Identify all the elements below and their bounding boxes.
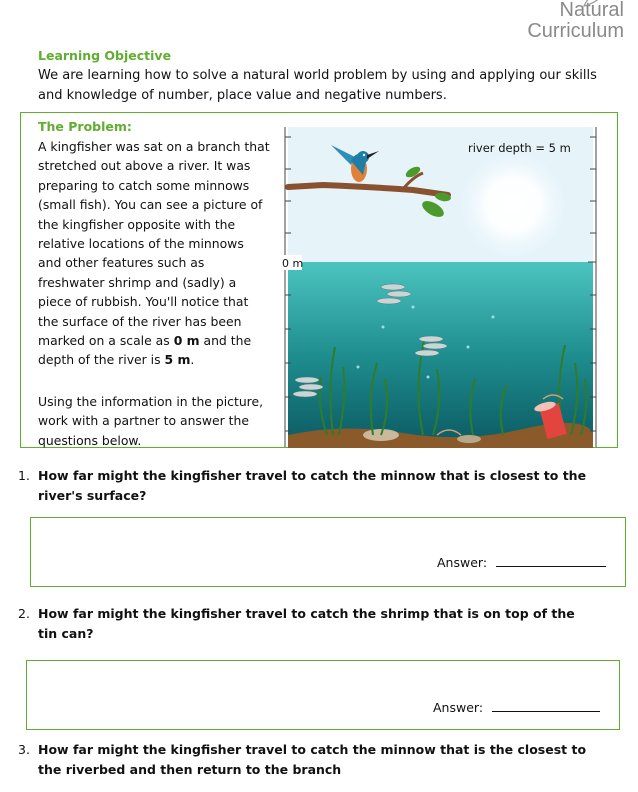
answer-box-2[interactable] (26, 660, 620, 730)
question-2 (18, 604, 608, 644)
question-1-number: 1. (18, 468, 30, 483)
kingfisher-river-scene (263, 117, 613, 448)
zero-metres: 0 m (173, 333, 200, 349)
question-1-line-1: How far might the kingfisher travel to catch the minnow that is closest to the (38, 468, 587, 483)
question-3 (18, 740, 608, 780)
question-3-line-1: How far might the kingfisher travel to catch the minnow that is the closest to (38, 742, 587, 757)
learning-objective-heading: Learning Objective (38, 48, 172, 63)
logo-line-2: Curriculum (527, 20, 624, 42)
river-depth-label: river depth = 5 m (468, 141, 571, 155)
answer-row-2 (433, 697, 600, 716)
river-depth-value: 5 m (164, 352, 191, 368)
problem-text-c: . (190, 352, 195, 368)
logo-line-1: Natural (559, 0, 624, 21)
problem-description (38, 137, 270, 370)
learning-objective-text: We are learning how to solve a natural world problem by using and applying our skills and knowledge of number, place value and negative numbers. (38, 68, 597, 103)
answer-label-2: Answer: (433, 700, 484, 715)
rock (457, 435, 481, 443)
answer-line-2[interactable] (492, 710, 600, 712)
problem-text-a: A kingfisher was sat on a branch that stretched out above a river. It was preparing to catch some minnows (small fish). You can see a picture of the kingfisher opposite with the relative locations of the minnows and other features such as freshwater shrimp and (sadly) a piece of rubbish. You'll notice that the surface of the river has been marked on a scale as (38, 139, 270, 349)
question-2-number: 2. (18, 606, 30, 621)
problem-instructions: Using the information in the picture, work with a partner to answer the questions below. (38, 394, 264, 448)
problem-text-b: and the depth of the river is (38, 333, 252, 368)
problem-heading: The Problem: (38, 119, 132, 134)
question-3-number: 3. (18, 742, 30, 757)
leaf-icon (582, 0, 604, 8)
zero-metre-label: 0 m (282, 257, 304, 270)
question-3-line-2: the riverbed and then return to the branch (38, 762, 342, 777)
question-1-line-2: river's surface? (38, 488, 147, 503)
question-2-line-2: tin can? (38, 626, 94, 641)
answer-line-1[interactable] (496, 565, 606, 567)
sun (458, 150, 568, 260)
answer-row-1 (437, 552, 606, 571)
answer-label-1: Answer: (437, 555, 488, 570)
question-2-line-1: How far might the kingfisher travel to catch the shrimp that is on top of the (38, 606, 575, 621)
question-1 (18, 466, 608, 506)
natural-curriculum-logo (494, 0, 624, 42)
